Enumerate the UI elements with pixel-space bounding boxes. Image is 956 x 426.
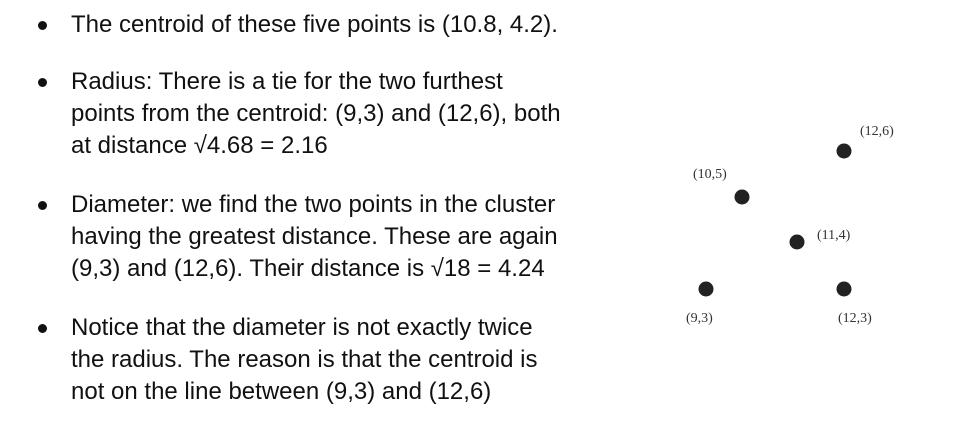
bullet-text: The centroid of these five points is (10.8, 4.2). — [71, 11, 558, 38]
point-label-11-4: (11,4) — [817, 228, 851, 243]
bullet-dot-icon — [38, 201, 47, 210]
bullet-text-line: Notice that the diameter is not exactly twice — [71, 314, 533, 341]
point-label-12-6: (12,6) — [860, 124, 894, 139]
point-label-12-3: (12,3) — [838, 311, 872, 326]
point-10-5 — [735, 190, 750, 205]
bullet-text-line: having the greatest distance. These are again — [71, 223, 558, 250]
point-label-10-5: (10,5) — [693, 167, 727, 182]
bullet-item-centroid — [38, 9, 628, 41]
points-plot — [660, 0, 956, 426]
points-figure — [660, 0, 956, 426]
bullet-dot-icon — [38, 324, 47, 333]
bullet-text-line: at distance √4.68 = 2.16 — [71, 132, 328, 159]
bullet-text-line: not on the line between (9,3) and (12,6) — [71, 378, 492, 405]
bullet-text-line: Radius: There is a tie for the two furthest — [71, 68, 503, 95]
point-12-3 — [837, 282, 852, 297]
point-9-3 — [699, 282, 714, 297]
bullet-dot-icon — [38, 78, 47, 87]
bullet-text-line: the radius. The reason is that the centroid is — [71, 346, 538, 373]
bullet-item-radius — [38, 66, 628, 162]
point-11-4 — [790, 235, 805, 250]
bullet-text-line: points from the centroid: (9,3) and (12,6), both — [71, 100, 561, 127]
bullet-dot-icon — [38, 21, 47, 30]
bullet-text-line: (9,3) and (12,6). Their distance is √18 = 4.24 — [71, 255, 545, 282]
point-12-6 — [837, 144, 852, 159]
bullet-item-diameter — [38, 189, 628, 285]
bullet-text-line: Diameter: we find the two points in the cluster — [71, 191, 556, 218]
bullet-item-notice — [38, 312, 628, 408]
point-label-9-3: (9,3) — [686, 311, 713, 326]
